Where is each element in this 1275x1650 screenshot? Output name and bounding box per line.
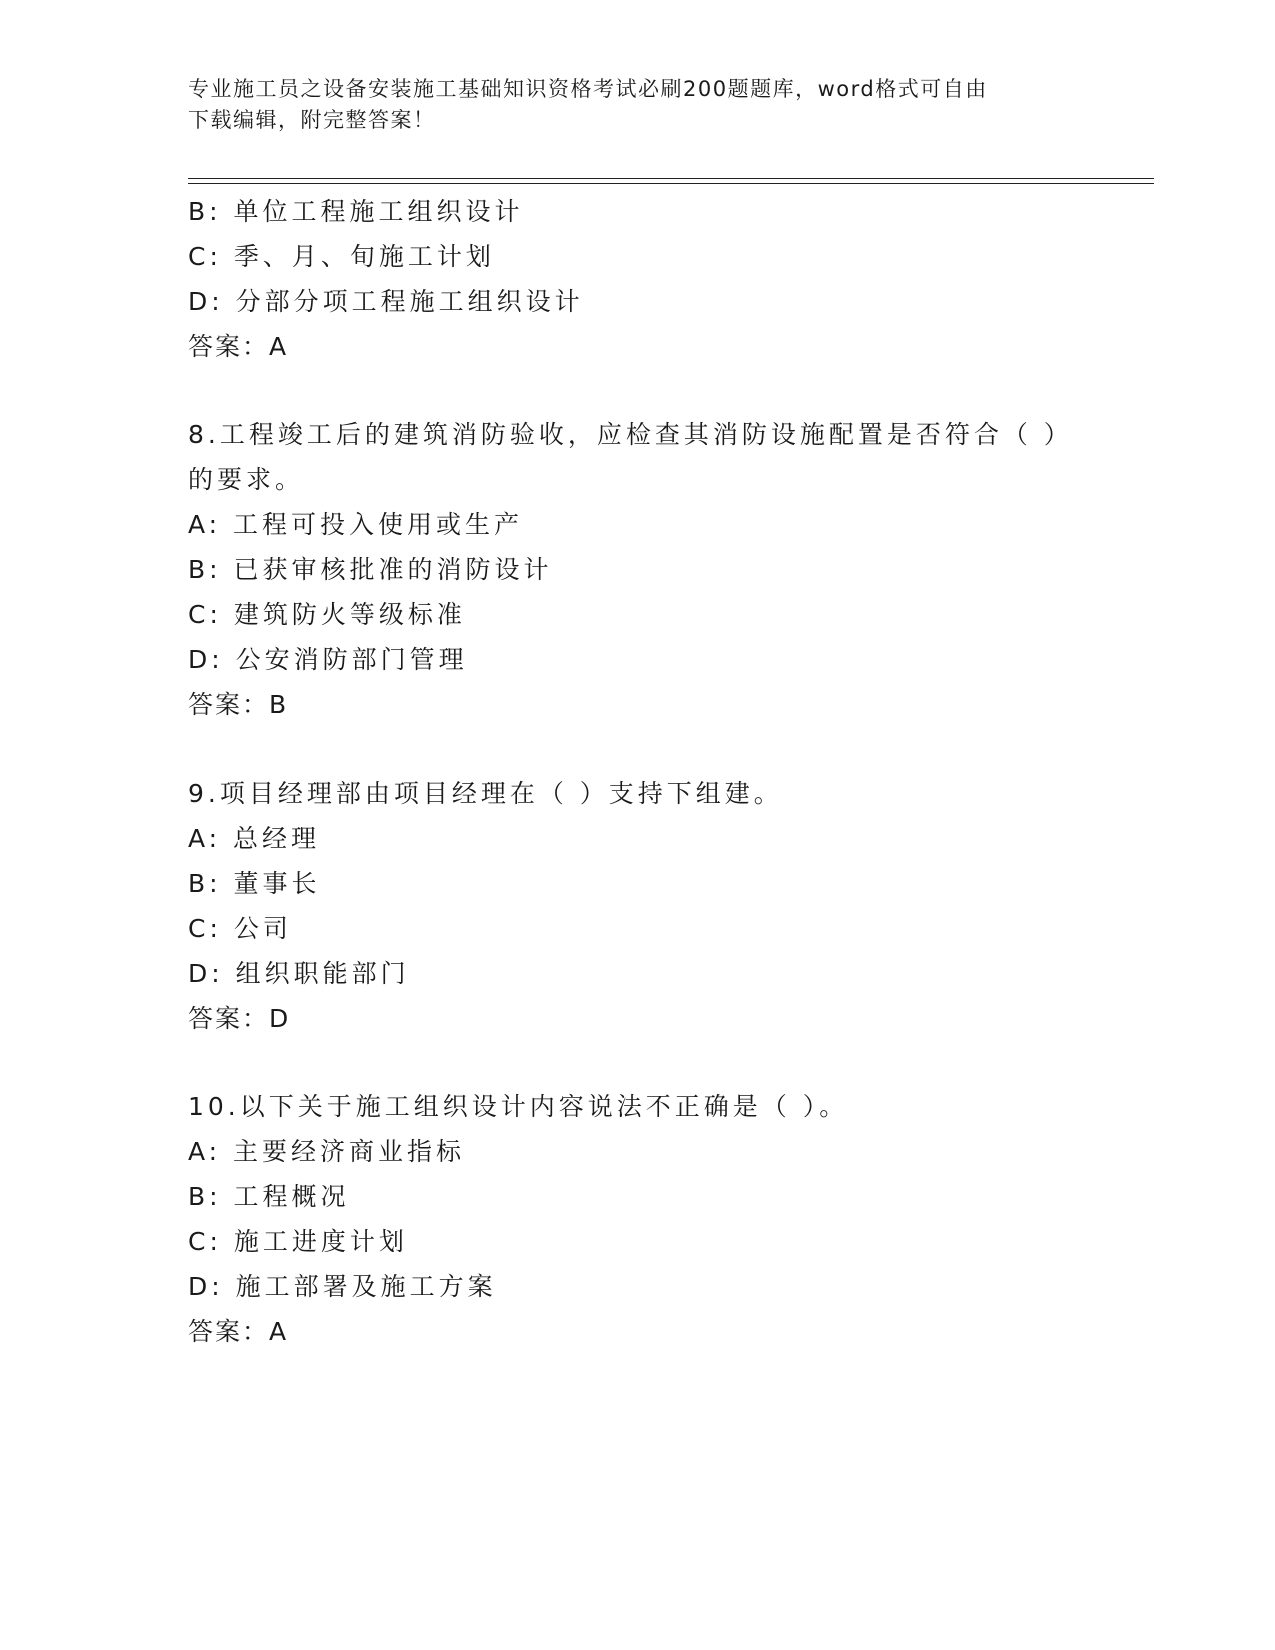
q7-option-c: C: 季、月、旬施工计划: [188, 242, 495, 271]
q9-option-c: C: 公司: [188, 914, 292, 943]
q9-option-b: B: 董事长: [188, 869, 321, 898]
q9-answer: 答案：D: [188, 1004, 291, 1033]
q10-option-d: D: 施工部署及施工方案: [188, 1272, 497, 1301]
q10-option-c: C: 施工进度计划: [188, 1227, 408, 1256]
q10-answer: 答案：A: [188, 1317, 289, 1346]
header-title-line-1: 专业施工员之设备安装施工基础知识资格考试必刷200题题库，word格式可自由: [188, 77, 988, 101]
q8-stem-line-2: 的要求。: [188, 465, 305, 494]
q8-option-a: A: 工程可投入使用或生产: [188, 510, 524, 539]
document-header: [188, 74, 1068, 136]
q9-option-d: D: 组织职能部门: [188, 959, 410, 988]
q8-answer: 答案：B: [188, 690, 289, 719]
q9-stem: 9.项目经理部由项目经理在（ ）支持下组建。: [188, 779, 783, 808]
header-divider-bottom: [188, 183, 1154, 184]
header-divider-top: [188, 178, 1154, 179]
q7-answer: 答案：A: [188, 332, 289, 361]
q10-stem: 10.以下关于施工组织设计内容说法不正确是（ ）。: [188, 1092, 849, 1121]
q8-option-c: C: 建筑防火等级标准: [188, 600, 466, 629]
q8-option-b: B: 已获审核批准的消防设计: [188, 555, 553, 584]
q8-option-d: D: 公安消防部门管理: [188, 645, 468, 674]
q7-option-b: B: 单位工程施工组织设计: [188, 197, 524, 226]
q10-option-a: A: 主要经济商业指标: [188, 1137, 466, 1166]
q7-option-d: D: 分部分项工程施工组织设计: [188, 287, 584, 316]
q9-option-a: A: 总经理: [188, 824, 321, 853]
q8-stem-line-1: 8.工程竣工后的建筑消防验收，应检查其消防设施配置是否符合（ ）: [188, 420, 1073, 449]
header-title-line-2: 下载编辑，附完整答案！: [188, 108, 436, 132]
q10-option-b: B: 工程概况: [188, 1182, 350, 1211]
